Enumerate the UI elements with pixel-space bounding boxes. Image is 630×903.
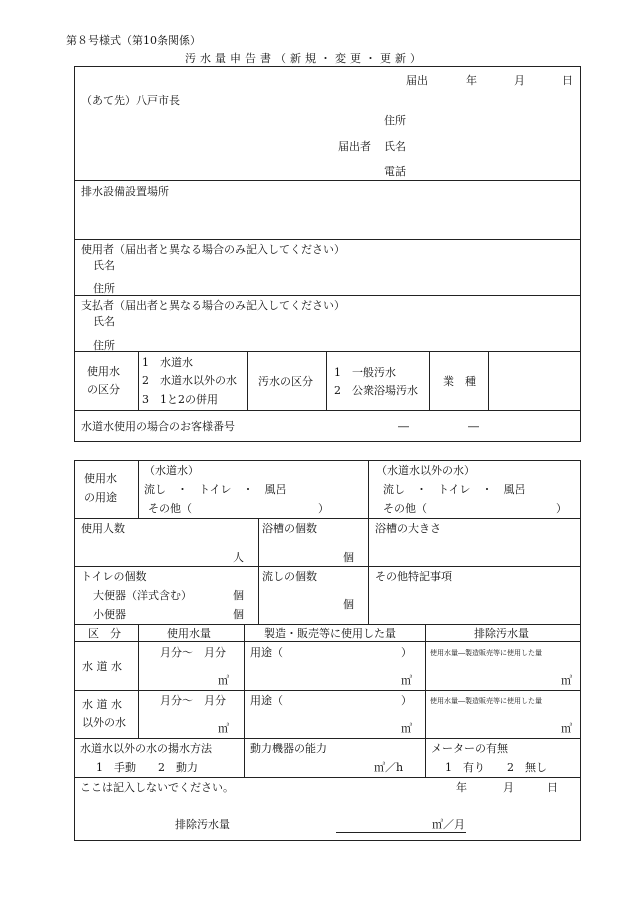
filed-label: 届出 [406, 74, 428, 87]
toilet-small-unit: 個 [233, 608, 244, 621]
sewage-option-2: 2 公衆浴場汚水 [334, 384, 418, 397]
discharge-volume-label: 排除汚水量 [175, 818, 230, 831]
power-capacity-unit: ㎥／h [374, 761, 404, 774]
form-title: 汚水量申告書（新規・変更・更新） [185, 52, 425, 65]
toilet-small-label: 小便器 [93, 608, 126, 621]
bathtub-count-label: 浴槽の個数 [262, 522, 317, 535]
user-title: 使用者（届出者と異なる場合のみ記入してください） [81, 243, 345, 256]
tap-water-other-close: ） [318, 502, 329, 515]
water-class-label-2: の区分 [87, 383, 120, 396]
toilet-count-label: トイレの個数 [81, 570, 147, 583]
row-nontap-discharge-unit: ㎥ [561, 722, 572, 735]
payer-name-label: 氏名 [93, 315, 115, 328]
nontap-water-title: （水道水以外の水） [376, 464, 475, 477]
addressee: （あて先）八戸市長 [81, 94, 180, 107]
pumping-method-options: 1 手動 2 動力 [96, 761, 198, 774]
special-notes-label: その他特記事項 [375, 570, 452, 583]
tap-water-other: その他（ [148, 502, 192, 515]
header-discharge-volume: 排除汚水量 [474, 627, 529, 640]
row-tap-discharge-unit: ㎥ [561, 674, 572, 687]
row-nontap-manufacturing-unit: ㎥ [401, 722, 412, 735]
header-category: 区 分 [88, 627, 121, 640]
toilet-large-label: 大便器（洋式含む） [93, 589, 192, 602]
header-water-volume: 使用水量 [167, 627, 211, 640]
bathtub-size-label: 浴槽の大きさ [375, 522, 441, 535]
row-nontap-label: 水 道 水 [82, 698, 122, 711]
purpose-label-2: の用途 [84, 491, 117, 504]
customer-number-dash-1: ― [398, 420, 409, 433]
discharge-volume-unit: ㎥／月 [432, 818, 465, 831]
payer-title: 支払者（届出者と異なる場合のみ記入してください） [81, 299, 345, 312]
nontap-water-other: その他（ [383, 502, 427, 515]
office-month: 月 [503, 781, 514, 794]
row-nontap-formula: 使用水量―製造販売等に使用した量 [430, 697, 542, 705]
row-tap-manufacturing-unit: ㎥ [401, 674, 412, 687]
water-option-1: 1 水道水 [142, 356, 193, 369]
water-option-2: 2 水道水以外の水 [142, 374, 237, 387]
tap-water-title: （水道水） [144, 464, 199, 477]
row-tap-period: 月分～ 月分 [160, 646, 226, 659]
toilet-large-unit: 個 [233, 589, 244, 602]
office-year: 年 [456, 781, 467, 794]
water-class-label: 使用水 [87, 365, 120, 378]
sewage-class-label: 汚水の区分 [258, 375, 313, 388]
business-type-label: 業 種 [443, 375, 476, 388]
row-tap-purpose-close: ） [401, 646, 412, 659]
notifier-address-label: 住所 [384, 114, 406, 127]
user-address-label: 住所 [93, 282, 115, 295]
notifier-phone-label: 電話 [384, 165, 406, 178]
meter-presence-label: メーターの有無 [431, 742, 508, 755]
purpose-label: 使用水 [84, 472, 117, 485]
people-count-label: 使用人数 [81, 522, 125, 535]
header-manufacturing-volume: 製造・販売等に使用した量 [264, 627, 396, 640]
row-tap-volume-unit: ㎥ [218, 674, 229, 687]
row-nontap-purpose-close: ） [401, 694, 412, 707]
nontap-water-other-close: ） [556, 502, 567, 515]
form-number: 第８号様式（第10条関係） [66, 34, 201, 47]
power-capacity-label: 動力機器の能力 [250, 742, 327, 755]
filed-day: 日 [562, 74, 573, 87]
water-option-3: 3 1と2の併用 [142, 393, 218, 406]
row-nontap-label-2: 以外の水 [82, 716, 126, 729]
sink-count-label: 流しの個数 [262, 570, 317, 583]
customer-number-label: 水道水使用の場合のお客様番号 [81, 420, 235, 433]
notifier-label: 届出者 [338, 140, 371, 153]
row-nontap-period: 月分～ 月分 [160, 694, 226, 707]
office-day: 日 [547, 781, 558, 794]
row-nontap-purpose: 用途（ [250, 694, 283, 707]
customer-number-dash-2: ― [468, 420, 479, 433]
row-tap-formula: 使用水量―製造販売等に使用した量 [430, 649, 542, 657]
tap-water-uses: 流し ・ トイレ ・ 風呂 [144, 483, 287, 496]
row-tap-purpose: 用途（ [250, 646, 283, 659]
nontap-water-uses: 流し ・ トイレ ・ 風呂 [383, 483, 526, 496]
notifier-name-label: 氏名 [384, 140, 406, 153]
filed-year: 年 [466, 74, 477, 87]
bathtub-unit: 個 [343, 551, 354, 564]
meter-presence-options: 1 有り 2 無し [445, 761, 547, 774]
filed-month: 月 [514, 74, 525, 87]
sink-unit: 個 [343, 598, 354, 611]
user-name-label: 氏名 [93, 259, 115, 272]
pumping-method-label: 水道水以外の水の揚水方法 [80, 742, 212, 755]
row-tap-label: 水 道 水 [82, 660, 122, 673]
row-nontap-volume-unit: ㎥ [218, 722, 229, 735]
sewage-option-1: 1 一般汚水 [334, 366, 396, 379]
office-use-note: ここは記入しないでください。 [80, 781, 234, 794]
discharge-volume-line [336, 832, 466, 833]
facility-location-label: 排水設備設置場所 [81, 185, 169, 198]
people-unit: 人 [233, 551, 244, 564]
payer-address-label: 住所 [93, 339, 115, 352]
